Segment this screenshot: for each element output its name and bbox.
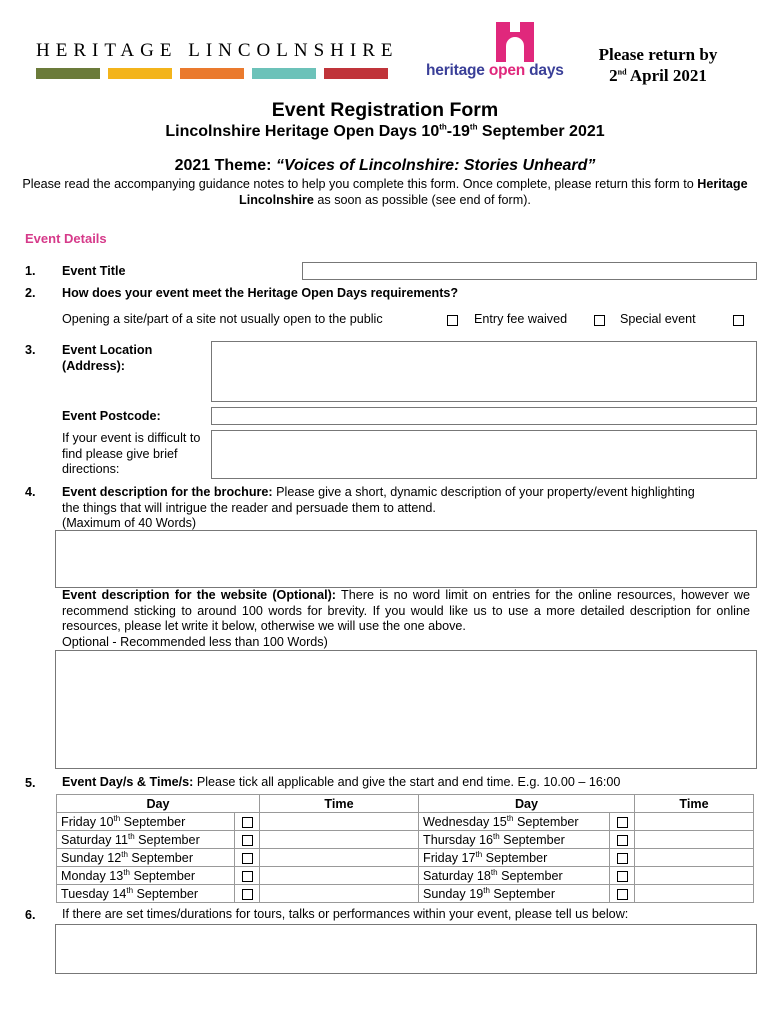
- q2-label: How does your event meet the Heritage Open Days requirements?: [62, 286, 459, 300]
- hod-word-open: open: [488, 62, 526, 79]
- q3-label-line1: Event Location: [62, 343, 153, 357]
- day-checkbox-cell[interactable]: [235, 813, 260, 831]
- time-field[interactable]: [260, 849, 419, 867]
- day-checkbox[interactable]: [617, 817, 628, 828]
- day-checkbox-cell[interactable]: [235, 867, 260, 885]
- q1-label: Event Title: [62, 264, 126, 278]
- day-label: Saturday 18th September: [419, 867, 610, 885]
- option-special-event-label: Special event: [620, 312, 696, 326]
- time-field[interactable]: [635, 885, 754, 903]
- heritage-lincolnshire-logo: HERITAGE LINCOLNSHIRE: [36, 40, 399, 61]
- hod-logo-wordmark: [426, 62, 564, 80]
- time-field[interactable]: [635, 813, 754, 831]
- day-checkbox[interactable]: [242, 871, 253, 882]
- q5-number: 5.: [25, 776, 36, 790]
- table-row: [57, 813, 754, 831]
- day-checkbox[interactable]: [242, 889, 253, 900]
- heritage-open-days-logo: [426, 22, 576, 84]
- left-time-header: Time: [260, 795, 419, 813]
- hod-word-heritage: heritage: [426, 62, 485, 79]
- brand-bar-orange: [180, 68, 244, 79]
- right-day-header: Day: [419, 795, 635, 813]
- brand-color-bars: [36, 68, 388, 79]
- day-checkbox[interactable]: [617, 871, 628, 882]
- q5-label: Event Day/s & Time/s: Please tick all applicable and give the start and end time. E.g. 10.00 – 16:00: [62, 775, 621, 789]
- site-not-usually-open-checkbox[interactable]: [447, 315, 458, 326]
- event-days-table: [56, 794, 754, 903]
- day-label: Sunday 12th September: [57, 849, 235, 867]
- website-description-field[interactable]: [55, 650, 757, 769]
- q6-label: If there are set times/durations for tours, talks or performances within your event, please tell us below:: [62, 907, 629, 921]
- day-checkbox-cell[interactable]: [610, 813, 635, 831]
- day-label: Friday 17th September: [419, 849, 610, 867]
- time-field[interactable]: [260, 831, 419, 849]
- day-label: Wednesday 15th September: [419, 813, 610, 831]
- day-label: Friday 10th September: [57, 813, 235, 831]
- day-checkbox[interactable]: [617, 853, 628, 864]
- option-site-not-usually-open-label: Opening a site/part of a site not usually open to the public: [62, 312, 383, 326]
- form-subtitle: Lincolnshire Heritage Open Days 10th-19th September 2021: [165, 122, 605, 140]
- directions-field[interactable]: [211, 430, 757, 479]
- brand-bar-yellow: [108, 68, 172, 79]
- day-checkbox[interactable]: [242, 835, 253, 846]
- days-table-header: [57, 795, 754, 813]
- day-checkbox-cell[interactable]: [610, 885, 635, 903]
- brand-bar-teal: [252, 68, 316, 79]
- event-postcode-field[interactable]: [211, 407, 757, 425]
- table-row: [57, 885, 754, 903]
- q3-label-line2: (Address):: [62, 358, 125, 373]
- brand-bar-olive: [36, 68, 100, 79]
- day-checkbox[interactable]: [617, 835, 628, 846]
- hod-word-days: days: [529, 62, 564, 79]
- theme-heading: 2021 Theme: “Voices of Lincolnshire: Stories Unheard”: [174, 157, 596, 174]
- day-label: Sunday 19th September: [419, 885, 610, 903]
- q2-number: 2.: [25, 286, 36, 300]
- q4-brochure-label: Event description for the brochure: Please give a short, dynamic description of your property/event highlighting the things that will intrigue the reader and persuade them to attend. (Maximum of 40 Words): [62, 485, 695, 530]
- day-checkbox[interactable]: [242, 817, 253, 828]
- left-day-header: Day: [57, 795, 260, 813]
- q3-label: [62, 343, 152, 374]
- brochure-description-field[interactable]: [55, 530, 757, 588]
- day-checkbox[interactable]: [617, 889, 628, 900]
- return-line-1: Please return by: [598, 45, 718, 64]
- form-title: Event Registration Form: [271, 99, 499, 121]
- day-checkbox-cell[interactable]: [235, 831, 260, 849]
- directions-label: If your event is difficult to find please give brief directions:: [62, 431, 201, 476]
- time-field[interactable]: [635, 831, 754, 849]
- section-title-event-details: Event Details: [25, 231, 107, 246]
- q4-website-label: Event description for the website (Optional): There is no word limit on entries for the online resources, however we recommend sticking to around 100 words for brevity. If you would like us to use a more detailed description for online resources, please let write it below, otherwise we will use the one above. Optional - Recommended less than 100 Words): [62, 588, 750, 649]
- return-line-2: 2nd April 2021: [609, 66, 707, 85]
- event-title-field[interactable]: [302, 262, 757, 280]
- special-event-checkbox[interactable]: [733, 315, 744, 326]
- day-label: Thursday 16th September: [419, 831, 610, 849]
- day-checkbox-cell[interactable]: [235, 849, 260, 867]
- castle-icon: [496, 22, 534, 62]
- time-field[interactable]: [260, 867, 419, 885]
- time-field[interactable]: [635, 867, 754, 885]
- q4-number: 4.: [25, 485, 36, 499]
- q6-number: 6.: [25, 908, 36, 922]
- entry-fee-waived-checkbox[interactable]: [594, 315, 605, 326]
- day-label: Monday 13th September: [57, 867, 235, 885]
- table-row: [57, 867, 754, 885]
- day-checkbox-cell[interactable]: [610, 867, 635, 885]
- day-label: Tuesday 14th September: [57, 885, 235, 903]
- intro-text: Please read the accompanying guidance notes to help you complete this form. Once complete, please return this form to Heritage Lincolnshire as soon as possible (see end of form).: [22, 177, 748, 207]
- time-field[interactable]: [260, 885, 419, 903]
- time-field[interactable]: [260, 813, 419, 831]
- brand-bar-red: [324, 68, 388, 79]
- return-deadline: [588, 44, 728, 86]
- q3-number: 3.: [25, 343, 36, 357]
- tour-times-field[interactable]: [55, 924, 757, 974]
- table-row: [57, 831, 754, 849]
- day-checkbox-cell[interactable]: [610, 849, 635, 867]
- table-row: [57, 849, 754, 867]
- day-checkbox[interactable]: [242, 853, 253, 864]
- time-field[interactable]: [635, 849, 754, 867]
- day-checkbox-cell[interactable]: [235, 885, 260, 903]
- day-checkbox-cell[interactable]: [610, 831, 635, 849]
- postcode-label: Event Postcode:: [62, 409, 161, 423]
- right-time-header: Time: [635, 795, 754, 813]
- q1-number: 1.: [25, 264, 36, 278]
- option-entry-fee-waived-label: Entry fee waived: [474, 312, 568, 326]
- event-location-field[interactable]: [211, 341, 757, 402]
- day-label: Saturday 11th September: [57, 831, 235, 849]
